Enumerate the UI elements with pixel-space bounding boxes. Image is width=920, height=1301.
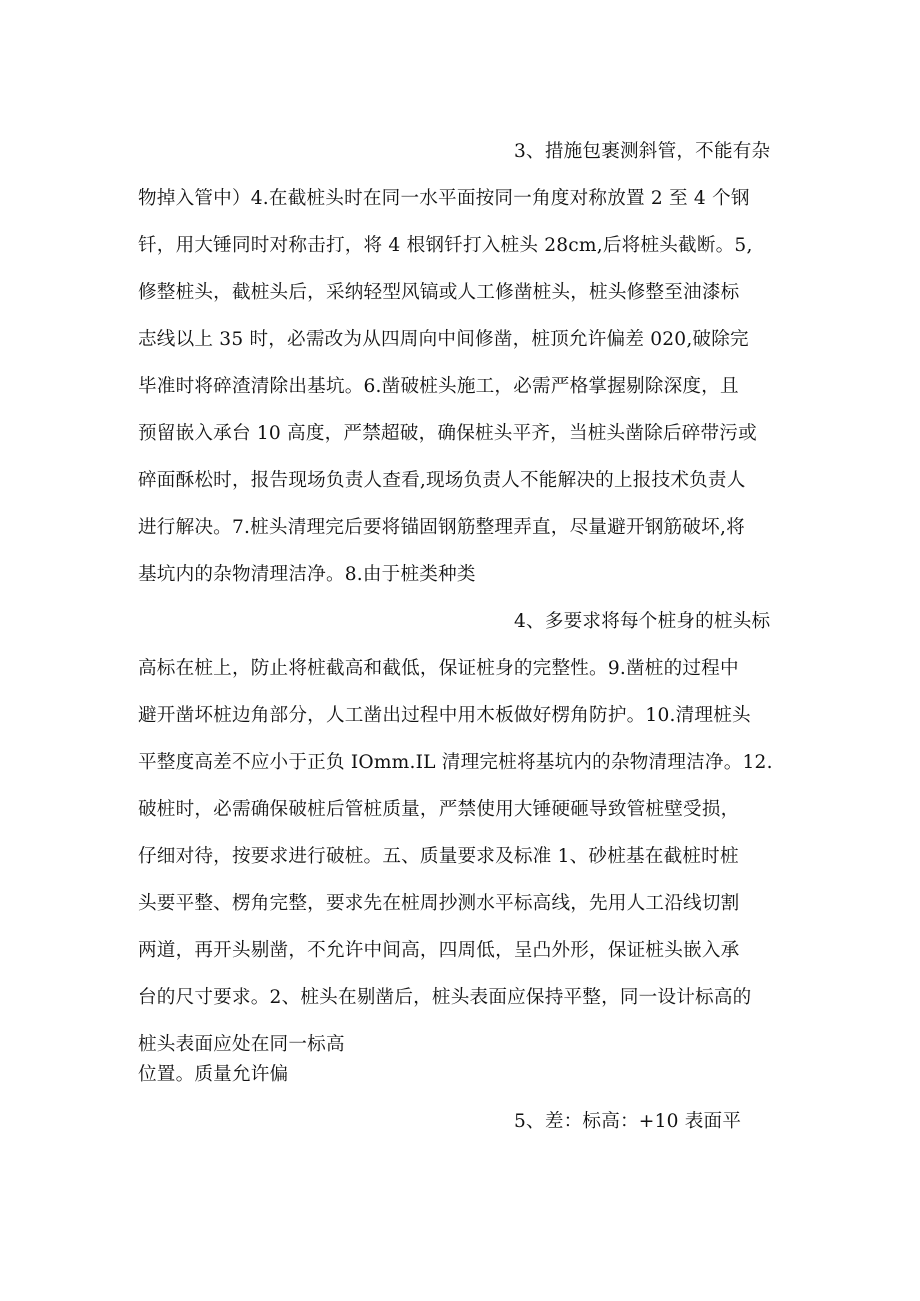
text-line-13: 避开凿坏桩边角部分，人工凿出过程中用木板做好楞角防护。10.清理桩头 <box>138 705 751 726</box>
text-line-7: 预留嵌入承台 10 高度，严禁超破，确保桩头平齐，当桩头凿除后碎带污或 <box>138 423 757 444</box>
text-line-11: 4、多要求将每个桩身的桩头标 <box>514 611 771 632</box>
text-line-3: 钎，用大锤同时对称击打，将 4 根钢钎打入桩头 28cm,后将桩头截断。5, <box>138 235 753 256</box>
text-line-8: 碎面酥松时，报告现场负责人查看,现场负责人不能解决的上报技术负责人 <box>138 470 746 491</box>
text-line-5: 志线以上 35 时，必需改为从四周向中间修凿，桩顶允许偏差 020,破除完 <box>138 329 749 350</box>
text-line-21: 位置。质量允许偏 <box>138 1064 289 1085</box>
text-line-15: 破桩时，必需确保破桩后管桩质量，严禁使用大锤硬砸导致管桩壁受损， <box>138 799 740 820</box>
text-line-6: 毕准时将碎渣清除出基坑。6.凿破桩头施工，必需严格掌握剔除深度，且 <box>138 376 739 397</box>
text-line-2: 物掉入管中）4.在截桩头时在同一水平面按同一角度对称放置 2 至 4 个钢 <box>138 188 750 209</box>
text-line-9: 进行解决。7.桩头清理完后要将锚固钢筋整理弄直，尽量避开钢筋破坏,将 <box>138 517 745 538</box>
text-line-4: 修整桩头，截桩头后，采纳轻型风镐或人工修凿桩头，桩头修整至油漆标 <box>138 282 740 303</box>
text-line-10: 基坑内的杂物清理洁净。8.由于桩类种类 <box>138 564 476 585</box>
text-line-22: 5、差：标高：+10 表面平 <box>514 1111 742 1132</box>
text-line-17: 头要平整、楞角完整，要求先在桩周抄测水平标高线，先用人工沿线切割 <box>138 893 740 914</box>
text-line-1: 3、措施包裹测斜管，不能有杂 <box>514 141 771 162</box>
text-line-18: 两道，再开头剔凿，不允许中间高，四周低，呈凸外形，保证桩头嵌入承 <box>138 940 740 961</box>
text-line-19: 台的尺寸要求。2、桩头在剔凿后，桩头表面应保持平整，同一设计标高的 <box>138 987 752 1008</box>
text-line-14: 平整度高差不应小于正负 IOmm.IL 清理完桩将基坑内的杂物清理洁净。12. <box>138 752 773 773</box>
text-line-16: 仔细对待，按要求进行破桩。五、质量要求及标准 1、砂桩基在截桩时桩 <box>138 846 739 867</box>
text-line-20: 桩头表面应处在同一标高 <box>138 1034 345 1055</box>
text-line-12: 高标在桩上，防止将桩截高和截低，保证桩身的完整性。9.凿桩的过程中 <box>138 658 739 679</box>
